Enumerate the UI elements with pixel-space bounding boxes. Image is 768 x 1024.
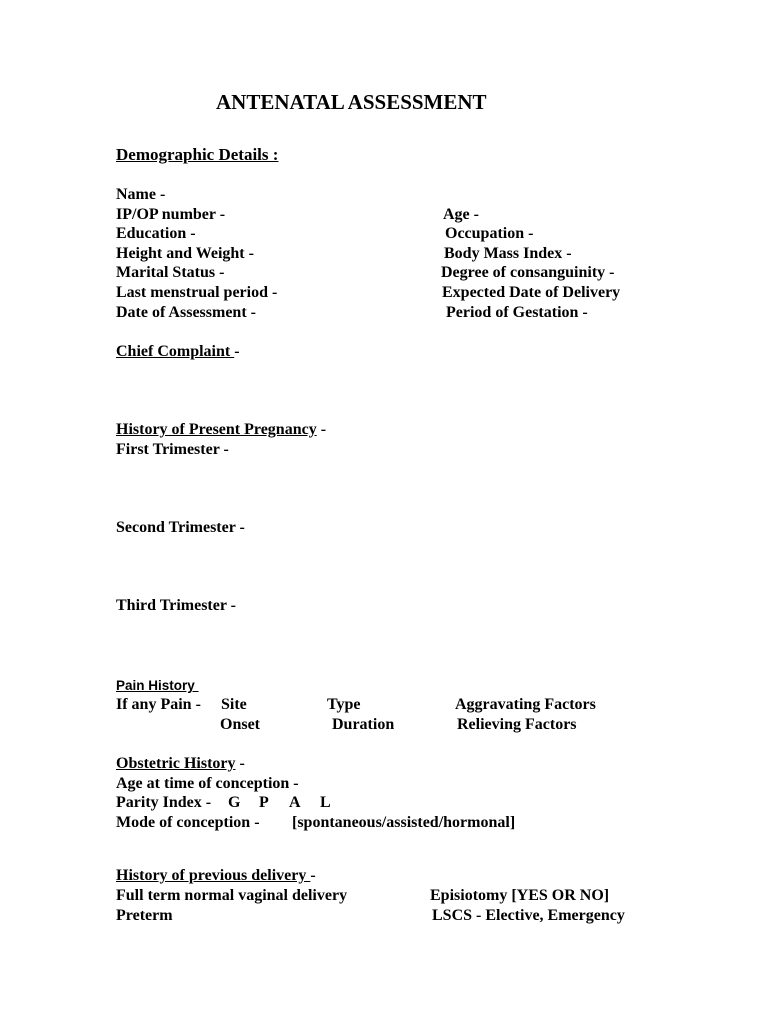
pain-site-label: Site [221, 696, 247, 713]
previous-delivery-dash: - [310, 867, 316, 884]
aggravating-factors-label: Aggravating Factors [455, 696, 596, 713]
chief-complaint-title: Chief Complaint [116, 343, 235, 360]
third-trimester-label: Third Trimester - [116, 597, 236, 614]
lscs-label: LSCS - Elective, Emergency [432, 907, 625, 924]
parity-l: L [320, 794, 331, 811]
chief-complaint-heading [116, 344, 240, 360]
age-label: Age - [443, 206, 479, 223]
chief-complaint-dash: - [234, 343, 240, 360]
consanguinity-label: Degree of consanguinity - [441, 264, 615, 281]
marital-status-label: Marital Status - [116, 264, 225, 281]
parity-index-label: Parity Index - [116, 794, 212, 811]
lmp-label: Last menstrual period - [116, 284, 278, 301]
previous-delivery-heading [116, 868, 316, 884]
parity-g: G [228, 794, 241, 811]
ftnvd-label: Full term normal vaginal delivery [116, 887, 348, 904]
education-label: Education - [116, 225, 196, 242]
previous-delivery-title: History of previous delivery [116, 867, 311, 884]
bmi-label: Body Mass Index - [444, 245, 572, 262]
pain-history-heading: Pain History [116, 678, 199, 693]
edd-label: Expected Date of Delivery [442, 284, 621, 301]
age-conception-label: Age at time of conception - [116, 775, 299, 792]
pain-onset-label: Onset [220, 716, 260, 733]
episiotomy-label: Episiotomy [YES OR NO] [430, 887, 610, 904]
obstetric-history-dash: - [235, 755, 245, 772]
ipop-label: IP/OP number - [116, 206, 226, 223]
occupation-label: Occupation - [445, 225, 534, 242]
parity-p: P [259, 794, 269, 811]
page-title: ANTENATAL ASSESSMENT [216, 90, 487, 114]
second-trimester-label: Second Trimester - [116, 519, 245, 536]
present-pregnancy-heading [116, 422, 326, 438]
mode-conception-options: [spontaneous/assisted/hormonal] [292, 814, 516, 831]
present-pregnancy-dash: - [316, 421, 327, 438]
pain-duration-label: Duration [332, 716, 395, 733]
first-trimester-label: First Trimester - [116, 441, 229, 458]
pain-type-label: Type [327, 696, 361, 713]
if-any-pain-label: If any Pain - [116, 696, 201, 713]
obstetric-history-heading [116, 756, 245, 772]
name-label: Name - [116, 186, 166, 203]
demographic-heading: Demographic Details : [116, 145, 279, 164]
mode-conception-label: Mode of conception - [116, 814, 260, 831]
height-weight-label: Height and Weight - [116, 245, 254, 262]
present-pregnancy-title: History of Present Pregnancy [116, 421, 317, 438]
parity-a: A [289, 794, 301, 811]
relieving-factors-label: Relieving Factors [457, 716, 577, 733]
obstetric-history-title: Obstetric History [116, 755, 236, 772]
gestation-period-label: Period of Gestation - [446, 304, 588, 321]
assessment-date-label: Date of Assessment - [116, 304, 256, 321]
preterm-label: Preterm [116, 907, 173, 924]
